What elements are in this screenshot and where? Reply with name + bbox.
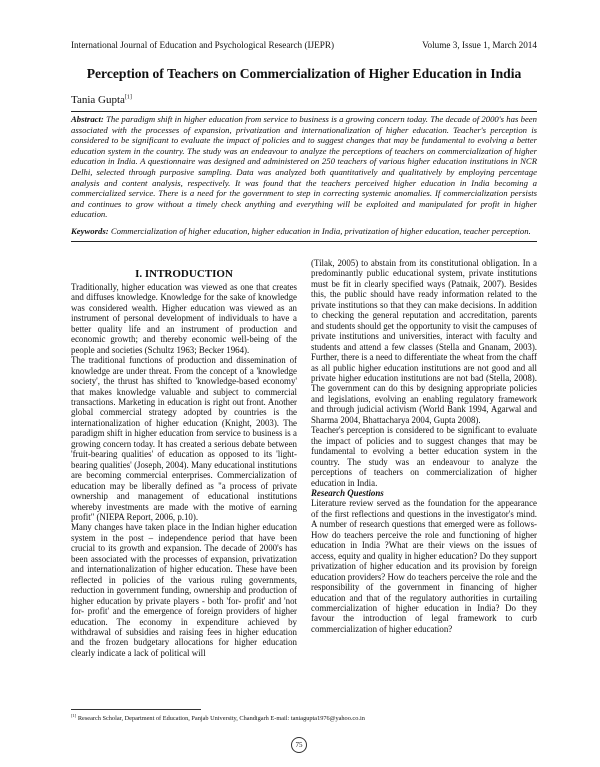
subsection-heading: Research Questions [311, 487, 384, 498]
running-head [71, 40, 537, 50]
keywords-text: Commercialization of higher education, higher education in India, privatization of higher education, teacher perception. [108, 225, 531, 236]
paragraph: Traditionally, higher education was viewed as one that creates and diffuses knowledge. Knowledge for the sake of knowledge was considered wealth. Higher education was viewed as an instrument of personal development of individuals to have a better quality life and an instrument of production and economic growth; and thereby economic well-being of the people and societies (Schultz 1963; Becker 1964). [71, 282, 297, 355]
section-heading: I. INTRODUCTION [135, 268, 233, 280]
footnote-text: Research Scholar, Department of Education, Panjab University, Chandigarh E-mail: taniagupta1976@yahoo.co.in [76, 715, 365, 723]
abstract [71, 111, 537, 242]
paper-title: Perception of Teachers on Commercialization of Higher Education in India [86, 66, 522, 81]
paragraph: Many changes have taken place in the Indian higher education system in the post – independence period that have been crucial to its growth and expansion. The decade of 2000's has been associated with the processes of expansion, privatization and internationalization of higher education. These have been reflected in policies of the various ruling governments, reduction in government funding, ownership and production of higher education by private players - both 'for- profit' and 'not for- profit' and the emergence of foreign providers of higher education. The economy in expenditure achieved by withdrawal of subsidies and raising fees in higher education and the frozen budgetary allocations for higher education clearly indicate a lack of political will [71, 522, 297, 658]
footnote [71, 713, 537, 722]
issue-info: Volume 3, Issue 1, March 2014 [422, 40, 537, 50]
keywords [71, 226, 537, 237]
footnote-marker: [1] [71, 713, 77, 718]
author-footnote-marker: [1] [124, 94, 132, 101]
paragraph: Literature review served as the foundation for the appearance of the first reflections and questions in the investigator's mind. A number of research questions that emerged were as follows- How do teachers perceive the role and functioning of higher education in India ?What are their views on the issues of access, equity and quality in higher education? Do they support privatization of higher education and its provision by foreign education providers? How do teachers perceive the role and the responsibility of the government in financing of higher education and that of the regulatory authorities in curtailing commercialization of higher education in India? Do they favour the introduction of legal framework to curb commercialization of higher education? [311, 498, 537, 634]
page-number: 75 [291, 737, 307, 753]
paragraph: (Tilak, 2005) to abstain from its constitutional obligation. In a predominantly public educational system, private institutions must be fit in clearly specified ways (Patnaik, 2007). Besides this, the public should have ready information related to the private institutions so that they can make decisions. In addition to checking the general reputation and accreditation, parents and students should get the opportunity to visit the campuses of private institutions and universities, interact with faculty and students and attend a few classes (Stella and Gnanam, 2003). Further, there is a need to differentiate the wheat from the chaff as all public higher education institutions are not good and all private higher education institutions are not bad (Stella, 2008). The government can do this by designing appropriate policies and legislations, evolving an enabling regulatory framework and through judicial activism (World Bank 1994, Agarwal and Sharma 2004, Bhattacharya 2004, Gupta 2008). [311, 258, 537, 425]
abstract-label: Abstract: [71, 114, 104, 124]
abstract-body [71, 114, 537, 220]
keywords-label: Keywords: [71, 225, 109, 236]
abstract-text: The paradigm shift in higher education from service to business is a growing concern today. The decade of 2000's has been associated with the processes of expansion, privatization and internationalization of higher education. Teacher's perception is considered to be significant to evaluate the impact of policies and to suggest changes that may be fundamental to evolving a better education system in the country. The study was an endeavour to analyze the perceptions of teachers on commercialization of higher education in India. A questionnaire was designed and administered on 250 teachers of various higher education institutions in NCR Delhi, selected through purposive sampling. Data was analyzed both quantitatively and qualitatively by employing percentage analysis and content analysis, respectively. It was found that the teachers perceived higher education in India becoming a commercialized service. There is a need for the government to step in correcting systemic anomalies. If commercialization persists and continues to grow without a timely check anything and everything will be exploited and manipulated for profit in higher education. [71, 114, 537, 220]
author-name: Tania Gupta [71, 94, 125, 106]
left-column [71, 282, 297, 658]
journal-name: International Journal of Education and Psychological Research (IJEPR) [71, 40, 335, 50]
paragraph: Teacher's perception is considered to be significant to evaluate the impact of policies and to suggest changes that may be fundamental to evolving a better education system in the country. The study was an endeavour to analyze the perceptions of teachers on commercialization of higher education in India. [311, 425, 537, 488]
paragraph: The traditional functions of production and dissemination of knowledge are under threat. From the concept of a 'knowledge society', the thrust has shifted to 'knowledge-based economy' that makes knowledge valuable and subject to commercial transactions. Marketing in education is right out front. Another global commercial strategy adopted by countries is the internationalization of higher education (Knight, 2003). The paradigm shift in higher education from service to business is a growing concern today. It has created a serious debate between 'fruit-bearing qualities' of education as opposed to its 'light-bearing qualities' (Joseph, 2004). Many educational institutions are becoming commercial enterprises. Commercialization of education may be liberally defined as "a process of private ownership and management of educational institutions whereby investments are made with the motive of earning profit" (NIEPA Report, 2006, p.10). [71, 355, 297, 522]
author [71, 94, 132, 106]
right-column [311, 258, 537, 634]
footnote-divider [71, 709, 201, 710]
